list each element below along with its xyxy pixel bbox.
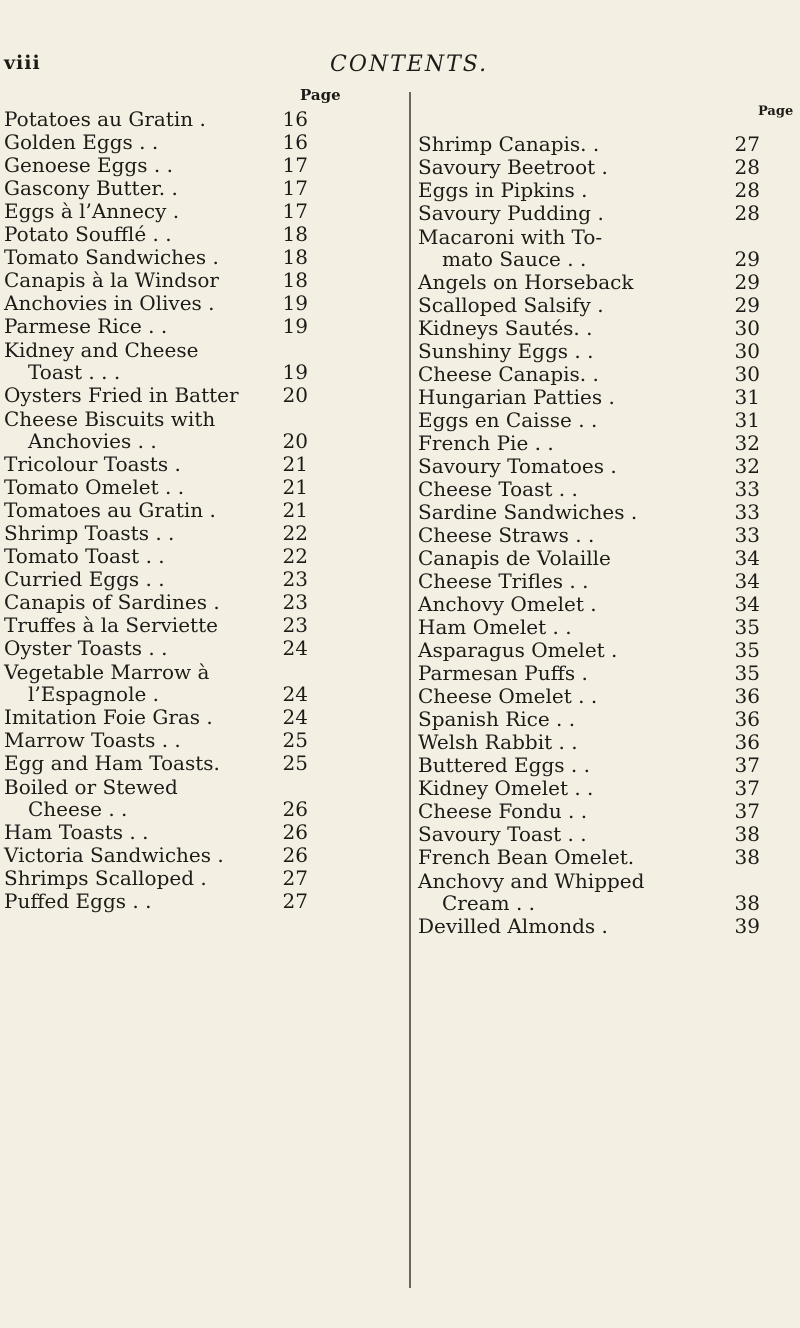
toc-entry	[4, 751, 308, 774]
toc-entry-page: 26	[282, 843, 308, 867]
toc-entry-title	[4, 154, 262, 176]
toc-entry-title	[418, 317, 714, 339]
toc-entry-title	[418, 754, 714, 776]
toc-entry-page: 27	[734, 132, 760, 156]
toc-entry-title-line: Cheese Fondu . .	[418, 799, 588, 823]
toc-entry-page: 36	[734, 684, 760, 708]
toc-entry-page: 27	[282, 866, 308, 890]
toc-entry-page: 38	[734, 822, 760, 846]
toc-entry-title	[418, 524, 714, 546]
toc-entry-page: 24	[282, 636, 308, 660]
left-page-column-label: Page	[300, 86, 341, 104]
toc-entry-page: 20	[282, 383, 308, 407]
toc-entry-title-line: Parmese Rice . .	[4, 314, 168, 338]
toc-entry-title-line: Asparagus Omelet .	[418, 638, 618, 662]
toc-entry-title-line: Devilled Almonds .	[418, 914, 608, 938]
toc-entry-title-line: Cheese Straws . .	[418, 523, 595, 547]
toc-entry	[4, 199, 308, 222]
toc-entry-title-line: Kidney Omelet . .	[418, 776, 594, 800]
toc-entry-page: 31	[734, 385, 760, 409]
toc-entry-title-line: Oysters Fried in Batter	[4, 383, 239, 407]
toc-entry-page: 35	[734, 615, 760, 639]
toc-entry-title	[418, 409, 714, 431]
toc-entry-page: 23	[282, 613, 308, 637]
toc-entry-title-line: Angels on Horseback	[418, 270, 634, 294]
toc-entry	[418, 868, 760, 914]
toc-entry-title	[418, 870, 714, 914]
toc-entry-page: 28	[734, 178, 760, 202]
toc-entry	[418, 293, 760, 316]
toc-entry-title-line: Tomato Omelet . .	[4, 475, 185, 499]
toc-entry-title-line: Cheese Canapis. .	[418, 362, 599, 386]
toc-entry-title	[418, 226, 714, 270]
toc-entry-title-line: Parmesan Puffs .	[418, 661, 588, 685]
toc-entry-title-line: Savoury Pudding .	[418, 201, 604, 225]
toc-entry	[4, 130, 308, 153]
toc-entry	[418, 799, 760, 822]
toc-entry-title	[4, 453, 262, 475]
running-head: CONTENTS.	[330, 52, 489, 77]
toc-entry	[4, 705, 308, 728]
toc-entry	[4, 383, 308, 406]
toc-entry-title-line: Tomato Toast . .	[4, 544, 165, 568]
toc-entry-title-line: Puffed Eggs . .	[4, 889, 152, 913]
toc-entry-title	[418, 271, 714, 293]
toc-entry-title-line: Anchovies in Olives .	[4, 291, 215, 315]
toc-entry	[4, 475, 308, 498]
toc-entry-title-line: Savoury Tomatoes .	[418, 454, 617, 478]
toc-entry	[418, 362, 760, 385]
toc-entry	[418, 822, 760, 845]
toc-entry	[418, 707, 760, 730]
toc-entry-page: 30	[734, 316, 760, 340]
toc-entry-title-continuation: Cream . .	[442, 891, 536, 915]
toc-entry	[4, 245, 308, 268]
toc-entry	[4, 153, 308, 176]
toc-entry	[4, 866, 308, 889]
toc-entry-page: 39	[734, 914, 760, 938]
toc-entry	[418, 914, 760, 937]
toc-entry-title-line: Ham Toasts . .	[4, 820, 149, 844]
toc-entry-title	[418, 593, 714, 615]
toc-entry-title	[418, 386, 714, 408]
toc-entry-title	[418, 156, 714, 178]
toc-entry-title	[4, 200, 262, 222]
toc-entry-page: 18	[282, 222, 308, 246]
toc-entry-page: 36	[734, 730, 760, 754]
toc-entry-title-line: Shrimp Canapis. .	[418, 132, 600, 156]
toc-entry-page: 17	[282, 153, 308, 177]
toc-entry-title-line: Eggs à l’Annecy .	[4, 199, 180, 223]
toc-entry-title-line: Sardine Sandwiches .	[418, 500, 638, 524]
toc-entry-page: 33	[734, 523, 760, 547]
toc-entry-page: 31	[734, 408, 760, 432]
toc-entry	[418, 385, 760, 408]
toc-entry-title-line: Spanish Rice . .	[418, 707, 576, 731]
toc-entry	[4, 636, 308, 659]
toc-entry-title-line: Ham Omelet . .	[418, 615, 572, 639]
toc-entry-title-continuation: Cheese . .	[28, 797, 128, 821]
toc-right-column	[418, 132, 760, 937]
toc-entry-page: 32	[734, 454, 760, 478]
page-number: viii	[4, 52, 41, 74]
toc-entry-title	[418, 708, 714, 730]
toc-entry-title	[418, 202, 714, 224]
toc-entry-page: 21	[282, 452, 308, 476]
toc-entry-title-line: Hungarian Patties .	[418, 385, 615, 409]
toc-entry-title	[418, 455, 714, 477]
toc-entry-title	[4, 614, 262, 636]
toc-entry-title-line: Eggs in Pipkins .	[418, 178, 588, 202]
toc-entry-title	[418, 432, 714, 454]
toc-entry-page: 21	[282, 498, 308, 522]
toc-entry-page: 19	[282, 314, 308, 338]
toc-entry-title	[4, 890, 262, 912]
column-divider	[409, 92, 411, 1288]
toc-entry-page: 28	[734, 201, 760, 225]
toc-entry	[4, 452, 308, 475]
toc-entry-title	[4, 292, 262, 314]
toc-entry	[4, 728, 308, 751]
toc-entry-title	[4, 522, 262, 544]
toc-entry	[418, 592, 760, 615]
toc-entry-page: 17	[282, 199, 308, 223]
toc-entry-page: 24	[282, 682, 308, 706]
toc-entry-title	[4, 246, 262, 268]
toc-entry-title	[418, 363, 714, 385]
toc-entry-page: 28	[734, 155, 760, 179]
toc-entry-page: 30	[734, 362, 760, 386]
toc-entry	[4, 843, 308, 866]
toc-entry-title	[418, 340, 714, 362]
toc-entry-page: 19	[282, 291, 308, 315]
toc-entry	[4, 176, 308, 199]
toc-entry-title	[4, 499, 262, 521]
toc-entry-title-line: Golden Eggs . .	[4, 130, 159, 154]
toc-entry	[418, 569, 760, 592]
toc-entry-page: 24	[282, 705, 308, 729]
toc-entry-title-line: Curried Eggs . .	[4, 567, 165, 591]
toc-entry	[418, 638, 760, 661]
toc-entry-page: 22	[282, 544, 308, 568]
toc-entry	[4, 337, 308, 383]
toc-entry-title	[418, 133, 714, 155]
toc-entry-title-continuation: Toast . . .	[28, 360, 121, 384]
toc-entry-title	[418, 662, 714, 684]
toc-entry-title	[4, 108, 262, 130]
toc-entry-title-line: Tomato Sandwiches .	[4, 245, 219, 269]
toc-entry-title-line: Canapis de Volaille	[418, 546, 611, 570]
toc-entry-title-continuation: mato Sauce . .	[442, 247, 587, 271]
toc-entry-page: 27	[282, 889, 308, 913]
toc-entry	[418, 776, 760, 799]
toc-entry	[4, 567, 308, 590]
toc-left-column	[4, 107, 308, 912]
toc-entry	[418, 132, 760, 155]
toc-entry	[4, 268, 308, 291]
toc-entry-page: 20	[282, 429, 308, 453]
toc-entry-title-line: Kidneys Sautés. .	[418, 316, 593, 340]
toc-entry-page: 35	[734, 638, 760, 662]
toc-entry-page: 17	[282, 176, 308, 200]
toc-entry-title-line: Eggs en Caisse . .	[418, 408, 598, 432]
toc-entry-title-line: Canapis of Sardines .	[4, 590, 220, 614]
toc-entry-title	[4, 661, 262, 705]
toc-entry	[418, 201, 760, 224]
toc-entry-page: 26	[282, 797, 308, 821]
toc-entry-title-line: Shrimps Scalloped .	[4, 866, 207, 890]
toc-entry-title	[418, 685, 714, 707]
toc-entry-title	[418, 478, 714, 500]
toc-entry-title-line: Savoury Beetroot .	[418, 155, 608, 179]
toc-entry	[4, 820, 308, 843]
toc-entry-title-line: Tomatoes au Gratin .	[4, 498, 216, 522]
toc-entry	[4, 498, 308, 521]
toc-entry	[4, 107, 308, 130]
toc-entry-title-line: Victoria Sandwiches .	[4, 843, 224, 867]
toc-entry-title	[4, 844, 262, 866]
toc-entry-title-line: Truffes à la Serviette	[4, 613, 218, 637]
toc-entry	[418, 408, 760, 431]
toc-entry	[418, 730, 760, 753]
toc-entry	[4, 659, 308, 705]
toc-entry-title	[418, 731, 714, 753]
toc-entry-title-line: Anchovy and Whipped	[418, 869, 645, 893]
toc-entry-title-continuation: l’Espagnole .	[28, 682, 160, 706]
toc-entry-title	[418, 179, 714, 201]
toc-entry-title	[4, 591, 262, 613]
toc-entry-page: 38	[734, 891, 760, 915]
toc-entry-title	[418, 501, 714, 523]
toc-entry-title-line: Vegetable Marrow à	[4, 660, 210, 684]
toc-entry-title-line: Canapis à la Windsor	[4, 268, 219, 292]
toc-entry-page: 29	[734, 247, 760, 271]
toc-entry	[418, 546, 760, 569]
toc-entry	[4, 544, 308, 567]
toc-entry-page: 33	[734, 500, 760, 524]
toc-entry-title	[4, 821, 262, 843]
toc-entry	[418, 684, 760, 707]
toc-entry-title-line: Genoese Eggs . .	[4, 153, 173, 177]
toc-entry-page: 29	[734, 293, 760, 317]
toc-entry	[418, 753, 760, 776]
toc-entry-title-line: Marrow Toasts . .	[4, 728, 181, 752]
toc-entry-title-line: Savoury Toast . .	[418, 822, 587, 846]
toc-entry	[4, 314, 308, 337]
toc-entry-page: 38	[734, 845, 760, 869]
toc-entry-title-line: Oyster Toasts . .	[4, 636, 168, 660]
toc-entry-page: 32	[734, 431, 760, 455]
toc-entry-title-line: French Pie . .	[418, 431, 554, 455]
toc-entry-page: 25	[282, 751, 308, 775]
toc-entry-title	[4, 223, 262, 245]
toc-entry-title-line: Buttered Eggs . .	[418, 753, 590, 777]
toc-entry	[418, 270, 760, 293]
toc-entry	[418, 615, 760, 638]
toc-entry-title-line: Cheese Trifles . .	[418, 569, 589, 593]
toc-entry-title	[4, 177, 262, 199]
toc-entry-title-line: Cheese Biscuits with	[4, 407, 216, 431]
toc-entry-title	[418, 639, 714, 661]
toc-entry-title-line: Egg and Ham Toasts.	[4, 751, 220, 775]
toc-entry-title-line: Gascony Butter. .	[4, 176, 178, 200]
toc-entry-title-line: Boiled or Stewed	[4, 775, 178, 799]
toc-entry-page: 34	[734, 592, 760, 616]
toc-entry-page: 16	[282, 107, 308, 131]
toc-entry-page: 29	[734, 270, 760, 294]
toc-entry	[418, 431, 760, 454]
toc-entry	[4, 222, 308, 245]
toc-entry-title	[4, 476, 262, 498]
toc-entry-page: 19	[282, 360, 308, 384]
toc-entry	[418, 155, 760, 178]
toc-entry	[418, 661, 760, 684]
toc-entry	[418, 454, 760, 477]
toc-entry-title	[4, 776, 262, 820]
toc-entry-page: 22	[282, 521, 308, 545]
toc-entry-page: 16	[282, 130, 308, 154]
toc-entry-title	[4, 131, 262, 153]
toc-entry-title	[4, 315, 262, 337]
toc-entry-title	[418, 570, 714, 592]
toc-entry-page: 26	[282, 820, 308, 844]
toc-entry-title	[418, 823, 714, 845]
toc-entry-page: 18	[282, 245, 308, 269]
toc-entry-title-line: Scalloped Salsify .	[418, 293, 604, 317]
toc-entry-page: 35	[734, 661, 760, 685]
toc-entry	[418, 523, 760, 546]
toc-entry-page: 23	[282, 567, 308, 591]
toc-entry	[4, 406, 308, 452]
toc-entry-title	[418, 547, 714, 569]
toc-entry	[4, 590, 308, 613]
toc-entry-title-line: French Bean Omelet.	[418, 845, 635, 869]
toc-entry-title-line: Welsh Rabbit . .	[418, 730, 578, 754]
toc-entry-title	[4, 339, 262, 383]
toc-entry-page: 37	[734, 776, 760, 800]
toc-entry	[4, 521, 308, 544]
toc-entry-title	[4, 637, 262, 659]
toc-entry	[4, 889, 308, 912]
toc-entry	[418, 224, 760, 270]
toc-entry-title	[4, 568, 262, 590]
toc-entry-title	[4, 752, 262, 774]
toc-entry-page: 25	[282, 728, 308, 752]
toc-entry-page: 23	[282, 590, 308, 614]
toc-entry-title-continuation: Anchovies . .	[28, 429, 157, 453]
toc-entry-title-line: Macaroni with To-	[418, 225, 603, 249]
toc-entry-title	[4, 706, 262, 728]
toc-entry	[418, 477, 760, 500]
toc-entry-title	[4, 867, 262, 889]
toc-entry-title	[418, 800, 714, 822]
toc-entry-title-line: Cheese Toast . .	[418, 477, 578, 501]
toc-entry-title	[4, 545, 262, 567]
toc-entry-page: 33	[734, 477, 760, 501]
toc-entry-title-line: Sunshiny Eggs . .	[418, 339, 594, 363]
toc-entry	[418, 845, 760, 868]
toc-entry-title-line: Anchovy Omelet .	[418, 592, 597, 616]
toc-entry	[418, 500, 760, 523]
toc-entry-title-line: Imitation Foie Gras .	[4, 705, 213, 729]
toc-entry-title	[418, 846, 714, 868]
toc-entry-page: 36	[734, 707, 760, 731]
toc-entry-title	[418, 616, 714, 638]
toc-entry-page: 37	[734, 799, 760, 823]
toc-entry-title	[4, 384, 262, 406]
toc-entry-title-line: Potato Soufflé . .	[4, 222, 172, 246]
toc-entry-page: 34	[734, 569, 760, 593]
toc-entry-title	[4, 729, 262, 751]
toc-entry	[418, 316, 760, 339]
toc-entry	[4, 774, 308, 820]
toc-entry-page: 34	[734, 546, 760, 570]
toc-entry-title-line: Potatoes au Gratin .	[4, 107, 206, 131]
toc-entry-page: 21	[282, 475, 308, 499]
toc-entry-title	[4, 269, 262, 291]
toc-entry-title	[418, 915, 714, 937]
toc-entry	[418, 339, 760, 362]
toc-entry-title	[418, 294, 714, 316]
toc-entry	[418, 178, 760, 201]
toc-entry-page: 18	[282, 268, 308, 292]
toc-entry-title-line: Tricolour Toasts .	[4, 452, 181, 476]
toc-entry-page: 37	[734, 753, 760, 777]
toc-entry-page: 30	[734, 339, 760, 363]
right-page-column-label: Page	[758, 104, 794, 119]
toc-entry	[4, 291, 308, 314]
toc-entry-title-line: Cheese Omelet . .	[418, 684, 598, 708]
toc-entry-title-line: Kidney and Cheese	[4, 338, 199, 362]
toc-entry-title	[4, 408, 262, 452]
toc-entry-title-line: Shrimp Toasts . .	[4, 521, 175, 545]
toc-entry	[4, 613, 308, 636]
toc-entry-title	[418, 777, 714, 799]
